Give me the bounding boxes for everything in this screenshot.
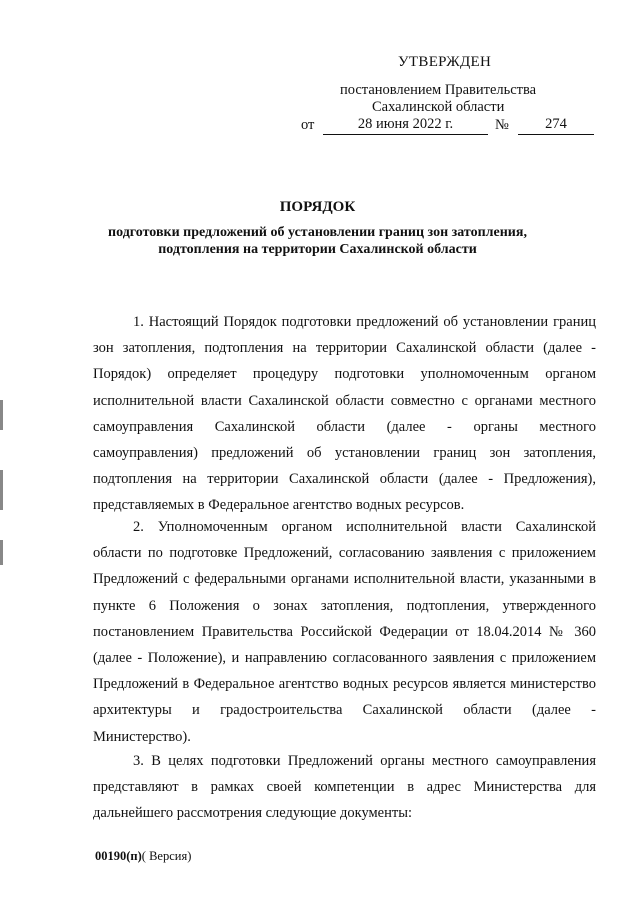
scan-artifact-mark — [0, 400, 3, 430]
paragraph-2: 2. Уполномоченным органом исполнительной власти Сахалинской области по подготовке Предложений, согласованию заявления с приложением Предложений с федеральными органами исполнительной власти, указанными в пункте 6 Положения о зонах затопления, подтопления, утвержденного постановлением Правительства Российской Федерации от 18.04.2014 № 360 (далее - Положение), и направлению согласованного заявления с приложением Предложений в Федеральное агентство водных ресурсов является министерство архитектуры и градостроительства Сахалинской области (далее - Министерство). — [93, 519, 596, 745]
approval-line-1: постановлением Правительства — [340, 82, 537, 98]
number-label: № — [495, 117, 509, 133]
approval-title: УТВЕРЖДЕН — [398, 54, 492, 70]
date-label: от — [301, 117, 315, 133]
footer-code — [95, 849, 191, 864]
scan-artifact-mark — [0, 540, 3, 565]
paragraph-3: 3. В целях подготовки Предложений органы местного самоуправления представляют в рамках своей компетенции в адрес Министерства для дальнейшего рассмотрения следующие документы: — [93, 753, 596, 822]
approval-number: 274 — [518, 116, 594, 135]
document-subtitle-line-2: подтопления на территории Сахалинской области — [158, 242, 477, 257]
document-version: ( Версия) — [141, 849, 192, 863]
scan-artifact-mark — [0, 470, 3, 510]
approval-date: 28 июня 2022 г. — [323, 116, 488, 135]
approval-line-2: Сахалинской области — [372, 99, 505, 115]
paragraph-1: 1. Настоящий Порядок подготовки предложений об установлении границ зон затопления, подтопления на территории Сахалинской области (далее - Порядок) определяет процедуру подготовки уполномоченным органом исполнительной власти Сахалинской области совместно с органами местного самоуправления Сахалинской области (далее - органы местного самоуправления) предложений об установлении границ зон затопления, подтопления на территории Сахалинской области (далее - Предложения), представляемых в Федеральное агентство водных ресурсов. — [93, 314, 596, 514]
document-subtitle-line-1: подготовки предложений об установлении границ зон затопления, — [108, 225, 527, 240]
document-code: 00190(п) — [95, 849, 142, 863]
document-title: ПОРЯДОК — [279, 199, 356, 215]
